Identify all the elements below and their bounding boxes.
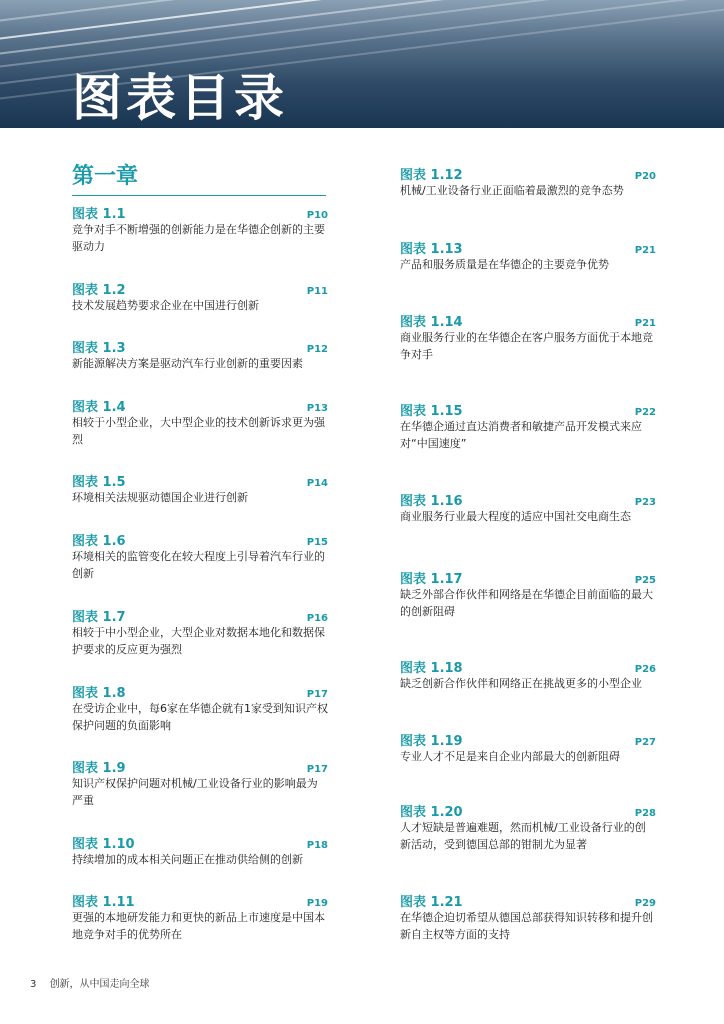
page-footer (30, 975, 160, 990)
page-reference: P11 (306, 286, 328, 297)
figure-label: 图表 1.3 (72, 341, 126, 356)
toc-entry-header (400, 657, 656, 675)
toc-entry-header (72, 833, 328, 851)
figure-label: 图表 1.12 (400, 168, 463, 183)
toc-entry[interactable] (72, 337, 328, 372)
toc-entry[interactable] (72, 757, 328, 809)
figure-label: 图表 1.6 (72, 534, 126, 549)
toc-entry-header (72, 757, 328, 775)
toc-entry[interactable] (72, 396, 328, 448)
toc-entry-header (72, 471, 328, 489)
figure-label: 图表 1.8 (72, 686, 126, 701)
figure-label: 图表 1.1 (72, 207, 126, 222)
toc-entry[interactable] (72, 203, 328, 255)
figure-description: 专业人才不足是来自企业内部最大的创新阻碍 (400, 750, 620, 763)
page-reference: P15 (306, 537, 328, 548)
toc-entry[interactable] (400, 164, 656, 199)
toc-entry-header (72, 682, 328, 700)
figure-label: 图表 1.10 (72, 837, 135, 852)
figure-label: 图表 1.15 (400, 404, 463, 419)
page-reference: P27 (634, 737, 656, 748)
chapter-heading: 第一章 (72, 163, 326, 196)
figure-description: 环境相关的监管变化在较大程度上引导着汽车行业的创新 (72, 550, 325, 580)
toc-entry-header (72, 530, 328, 548)
figure-label: 图表 1.11 (72, 895, 135, 910)
page-reference: P26 (634, 664, 656, 675)
figure-label: 图表 1.20 (400, 805, 463, 820)
toc-entry-header (72, 396, 328, 414)
figure-description: 相较于小型企业，大中型企业的技术创新诉求更为强烈 (72, 416, 325, 446)
figure-description: 在华德企迫切希望从德国总部获得知识转移和提升创新自主权等方面的支持 (400, 911, 653, 941)
toc-entry[interactable] (400, 568, 656, 620)
page-reference: P14 (306, 478, 328, 489)
figure-description: 商业服务行业最大程度的适应中国社交电商生态 (400, 510, 631, 523)
page-reference: P17 (306, 764, 328, 775)
toc-entry-header (400, 801, 656, 819)
figure-label: 图表 1.5 (72, 475, 126, 490)
page-reference: P29 (634, 898, 656, 909)
toc-entry-header (400, 311, 656, 329)
page-reference: P12 (306, 344, 328, 355)
figure-label: 图表 1.18 (400, 661, 463, 676)
toc-entry-header (72, 891, 328, 909)
figure-label: 图表 1.19 (400, 734, 463, 749)
figure-description: 在受访企业中，每6家在华德企就有1家受到知识产权保护问题的负面影响 (72, 702, 328, 732)
page-reference: P18 (306, 840, 328, 851)
figure-description: 缺乏外部合作伙伴和网络是在华德企目前面临的最大的创新阻碍 (400, 588, 653, 618)
figure-description: 技术发展趋势要求企业在中国进行创新 (72, 299, 259, 312)
toc-entry[interactable] (72, 530, 328, 582)
footer-text: 创新，从中国走向全球 (49, 979, 150, 990)
figure-description: 环境相关法规驱动德国企业进行创新 (72, 491, 248, 504)
toc-entry[interactable] (72, 471, 328, 506)
toc-entry[interactable] (72, 606, 328, 658)
toc-entry-header (72, 606, 328, 624)
figure-description: 相较于中小型企业，大型企业对数据本地化和数据保护要求的反应更为强烈 (72, 626, 325, 656)
figure-description: 缺乏创新合作伙伴和网络正在挑战更多的小型企业 (400, 677, 642, 690)
toc-entry-header (400, 164, 656, 182)
figure-label: 图表 1.17 (400, 572, 463, 587)
page-reference: P22 (634, 407, 656, 418)
header-banner (0, 0, 724, 128)
page-reference: P25 (634, 575, 656, 586)
toc-entry[interactable] (400, 238, 656, 273)
page-reference: P23 (634, 497, 656, 508)
toc-entry[interactable] (400, 730, 656, 765)
page-title: 图表目录 (72, 69, 288, 127)
figure-description: 更强的本地研发能力和更快的新品上市速度是中国本地竞争对手的优势所在 (72, 911, 325, 941)
figure-label: 图表 1.2 (72, 283, 126, 298)
toc-entry[interactable] (72, 833, 328, 868)
figure-description: 机械/工业设备行业正面临着最激烈的竞争态势 (400, 184, 624, 197)
toc-entry[interactable] (72, 279, 328, 314)
figure-label: 图表 1.21 (400, 895, 463, 910)
page-reference: P21 (634, 245, 656, 256)
figure-label: 图表 1.9 (72, 761, 126, 776)
figure-description: 产品和服务质量是在华德企的主要竞争优势 (400, 258, 609, 271)
toc-entry-header (400, 400, 656, 418)
page-reference: P16 (306, 613, 328, 624)
figure-label: 图表 1.16 (400, 494, 463, 509)
page-reference: P20 (634, 171, 656, 182)
figure-description: 商业服务行业的在华德企在客户服务方面优于本地竞争对手 (400, 331, 653, 361)
toc-entry-header (400, 730, 656, 748)
toc-entry[interactable] (400, 891, 656, 943)
figure-description: 知识产权保护问题对机械/工业设备行业的影响最为严重 (72, 777, 318, 807)
figure-description: 人才短缺是普遍难题，然而机械/工业设备行业的创新活动，受到德国总部的钳制尤为显著 (400, 821, 646, 851)
toc-entry[interactable] (400, 490, 656, 525)
toc-entry-header (400, 568, 656, 586)
figure-label: 图表 1.4 (72, 400, 126, 415)
page-reference: P17 (306, 689, 328, 700)
toc-entry[interactable] (400, 400, 656, 452)
figure-description: 持续增加的成本相关问题正在推动供给侧的创新 (72, 853, 303, 866)
page-number: 3 (30, 979, 37, 990)
figure-description: 竞争对手不断增强的创新能力是在华德企创新的主要驱动力 (72, 223, 325, 253)
figure-label: 图表 1.13 (400, 242, 463, 257)
figure-description: 新能源解决方案是驱动汽车行业创新的重要因素 (72, 357, 303, 370)
page-reference: P21 (634, 318, 656, 329)
toc-entry-header (72, 279, 328, 297)
toc-entry[interactable] (72, 891, 328, 943)
toc-entry-header (400, 238, 656, 256)
figure-description: 在华德企通过直达消费者和敏捷产品开发模式来应对“中国速度” (400, 420, 642, 450)
toc-entry[interactable] (400, 311, 656, 363)
page-reference: P19 (306, 898, 328, 909)
page-reference: P13 (306, 403, 328, 414)
toc-entry-header (72, 203, 328, 221)
toc-entry-header (400, 490, 656, 508)
figure-label: 图表 1.7 (72, 610, 126, 625)
toc-entry[interactable] (72, 682, 328, 734)
figure-label: 图表 1.14 (400, 315, 463, 330)
page-reference: P10 (306, 210, 328, 221)
toc-entry[interactable] (400, 801, 656, 853)
toc-entry-header (72, 337, 328, 355)
toc-entry-header (400, 891, 656, 909)
light-streak (0, 0, 724, 70)
page-reference: P28 (634, 808, 656, 819)
toc-entry[interactable] (400, 657, 656, 692)
